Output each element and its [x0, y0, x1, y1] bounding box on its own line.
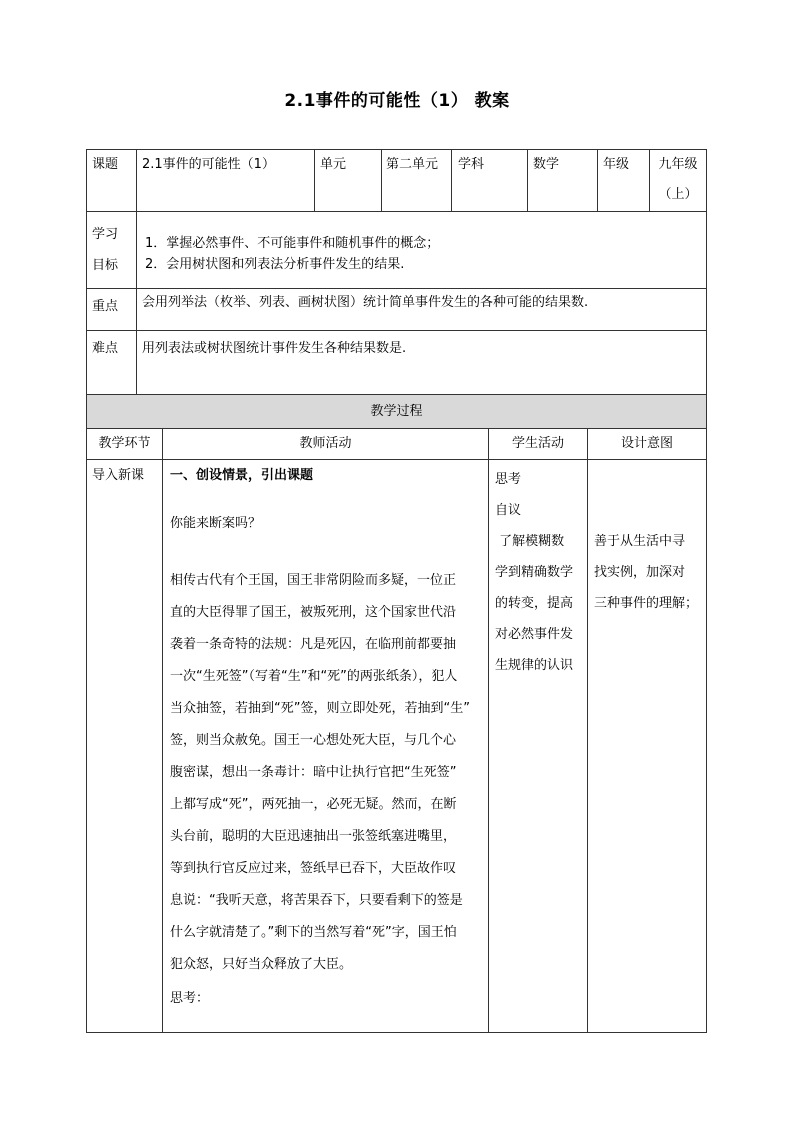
- story-line: 签，则当众赦免。国王一心想处死大臣，与几个心: [170, 733, 457, 748]
- student-activity-line: 自议: [495, 503, 522, 518]
- row-divider: [86, 330, 707, 331]
- unit-label: 单元: [320, 157, 347, 172]
- story-line: 直的大臣得罪了国王，被叛死刑，这个国家世代沿: [170, 605, 457, 620]
- unit-value: 第二单元: [386, 157, 439, 172]
- key-point-label: 重点: [92, 299, 119, 314]
- col-divider: [162, 428, 163, 1032]
- row-divider: [86, 459, 707, 460]
- student-activity-line: 对必然事件发: [495, 627, 574, 642]
- objectives-label: [92, 226, 118, 275]
- process-header: 教学过程: [370, 404, 423, 419]
- story-line: 头台前，聪明的大臣迅速抽出一张签纸塞进嘴里，: [170, 829, 457, 844]
- story-line: 一次“生死签”（写着“生”和“死”的两张纸条），犯人: [170, 669, 458, 684]
- grade-value-line1: 九年级: [658, 157, 698, 172]
- story-line: 等到执行官反应过来，签纸早已吞下，大臣故作叹: [170, 861, 457, 876]
- student-activity-line: 生规律的认识: [495, 658, 574, 673]
- design-intent: [594, 526, 698, 619]
- story-paragraph: [170, 565, 485, 981]
- story-line: 袭着一条奇特的法规：凡是死囚，在临刑前都要抽: [170, 637, 457, 652]
- story-line: 当众抽签，若抽到“死”签，则立即处死，若抽到“生”: [170, 701, 470, 716]
- table-border-bottom: [86, 1032, 707, 1033]
- grade-value-line2: （上）: [658, 187, 698, 202]
- story-line: 上都写成“死”，两死抽一，必死无疑。然而，在断: [170, 797, 457, 812]
- col-divider: [587, 428, 588, 1032]
- subject-value: 数学: [533, 157, 560, 172]
- story-line: 犯众怒，只好当众释放了大臣。: [170, 957, 353, 972]
- page-title: 2.1事件的可能性（1） 教案: [284, 91, 510, 111]
- col-divider: [381, 149, 382, 211]
- teacher-heading: 一、创设情景，引出课题: [170, 468, 314, 483]
- student-activity-line: 学到精确数学: [495, 565, 574, 580]
- grade-value: [650, 156, 706, 204]
- difficulty-text: 用列表法或树状图统计事件发生各种结果数是.: [142, 341, 407, 356]
- col-header-stage: 教学环节: [98, 436, 151, 451]
- row-divider: [86, 428, 707, 429]
- story-line: 腹密谋，想出一条毒计：暗中让执行官把“生死签”: [170, 765, 457, 780]
- table-border-right: [706, 149, 707, 1033]
- col-header-design: 设计意图: [620, 436, 673, 451]
- teacher-think: 思考：: [170, 991, 210, 1006]
- teacher-question: 你能来断案吗？: [170, 516, 262, 531]
- objectives-label-line1: 学习: [92, 227, 119, 242]
- table-border-left: [86, 149, 87, 1033]
- design-intent-line: 三种事件的理解；: [594, 596, 699, 611]
- student-activity-line: 思考: [495, 472, 522, 487]
- difficulty-label: 难点: [92, 341, 119, 356]
- key-point-text: 会用列举法（枚举、列表、画树状图）统计简单事件发生的各种可能的结果数.: [142, 295, 589, 310]
- objective-item-1: 1．掌握必然事件、不可能事件和随机事件的概念；: [145, 236, 440, 251]
- col-divider: [451, 149, 452, 211]
- stage-cell: 导入新课: [92, 468, 145, 483]
- student-activity: [495, 464, 573, 681]
- col-divider: [527, 149, 528, 211]
- subject-label: 学科: [458, 157, 485, 172]
- story-line: 什么字就清楚了。”剩下的当然写着“死”字，国王怕: [170, 925, 457, 940]
- design-intent-line: 善于从生活中寻: [594, 534, 686, 549]
- grade-label: 年级: [603, 157, 630, 172]
- row-divider: [86, 211, 707, 212]
- col-divider: [597, 149, 598, 211]
- col-header-student: 学生活动: [511, 436, 564, 451]
- student-activity-line: 了解模糊数: [495, 534, 565, 549]
- design-intent-line: 找实例，加深对: [594, 565, 686, 580]
- objectives-label-line2: 目标: [92, 258, 119, 273]
- student-activity-line: 的转变，提高: [495, 596, 574, 611]
- course-value: 2.1事件的可能性（1）: [142, 157, 275, 172]
- col-header-teacher: 教师活动: [299, 436, 352, 451]
- objective-item-2: 2．会用树状图和列表法分析事件发生的结果.: [145, 257, 405, 272]
- story-line: 相传古代有个王国，国王非常阴险而多疑，一位正: [170, 573, 457, 588]
- label-column-divider: [136, 149, 137, 394]
- col-divider: [488, 428, 489, 1032]
- table-border-top: [86, 149, 707, 150]
- story-line: 息说：“我听天意，将苦果吞下，只要看剩下的签是: [170, 893, 463, 908]
- col-divider: [314, 149, 315, 211]
- course-label: 课题: [92, 157, 119, 172]
- row-divider: [86, 288, 707, 289]
